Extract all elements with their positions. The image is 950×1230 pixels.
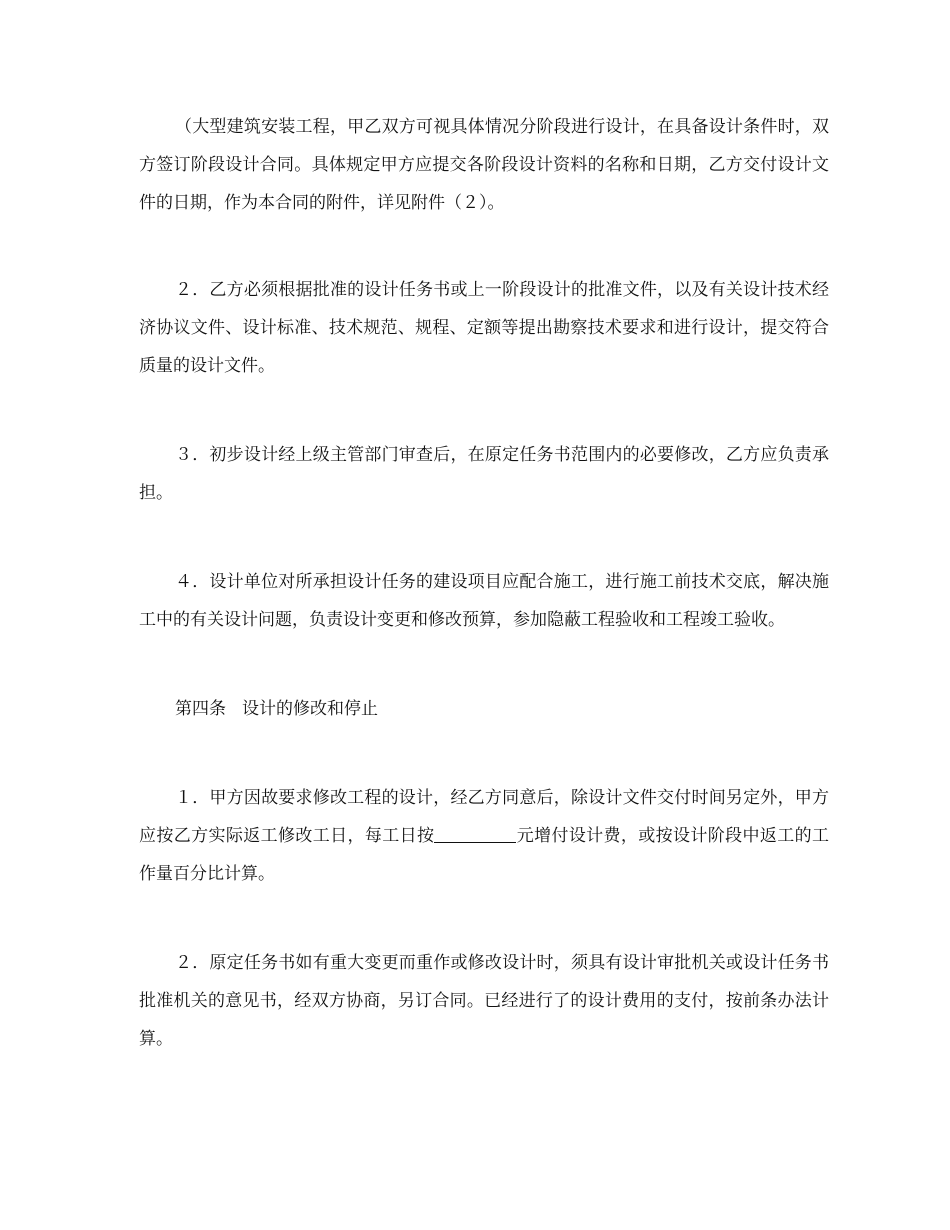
paragraph-article-4-item-1 [139, 779, 829, 893]
document-page [139, 108, 829, 1058]
article-4-title: 设计的修改和停止 [242, 699, 378, 719]
paragraph-intro: （大型建筑安装工程，甲乙双方可视具体情况分阶段进行设计，在具备设计条件时，双方签订阶段设计合同。具体规定甲方应提交各阶段设计资料的名称和日期，乙方交付设计文件的日期，作为本合同的附件，详见附件（２）。 [139, 117, 829, 213]
paragraph-item-3: ３．初步设计经上级主管部门审查后，在原定任务书范围内的必要修改，乙方应负责承担。 [139, 445, 829, 503]
paragraph-item-2: ２．乙方必须根据批准的设计任务书或上一阶段设计的批准文件，以及有关设计技术经济协议文件、设计标准、技术规范、规程、定额等提出勘察技术要求和进行设计，提交符合质量的设计文件。 [139, 280, 829, 376]
paragraph-article-4-item-2: ２．原定任务书如有重大变更而重作或修改设计时，须具有设计审批机关或设计任务书批准机关的意见书，经双方协商，另订合同。已经进行了的设计费用的支付，按前条办法计算。 [139, 953, 829, 1049]
article-4-heading [139, 690, 829, 728]
a4-item1-text-before: １．甲方因故要求修改工程的设计，经乙方同意后，除设计文件交付时间另定外，甲方应按乙方实际返工修改工日，每工日按 [139, 788, 829, 846]
article-4-label: 第四条 [175, 699, 226, 719]
paragraph-item-4: ４．设计单位对所承担设计任务的建设项目应配合施工，进行施工前技术交底，解决施工中的有关设计问题，负责设计变更和修改预算，参加隐蔽工程验收和工程竣工验收。 [139, 572, 829, 630]
a4-item1-text-after: 元增付设计费，或按设计阶段中返工的工作量百分比计算。 [139, 826, 830, 884]
fill-in-blank [434, 826, 516, 843]
